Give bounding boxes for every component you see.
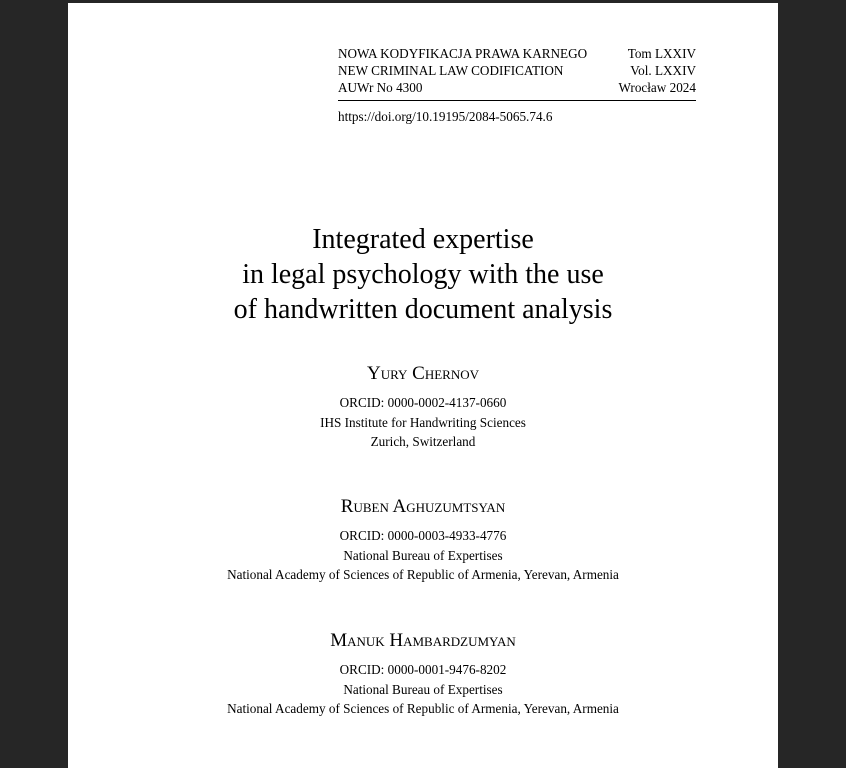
author-affiliation: National Academy of Sciences of Republic of Armenia, Yerevan, Armenia — [227, 567, 619, 582]
title-line: Integrated expertise — [312, 224, 534, 255]
author-info — [68, 393, 778, 452]
document-page — [68, 3, 778, 768]
author-orcid: ORCID: 0000-0002-4137-0660 — [339, 395, 507, 410]
author-name: Manuk Hambardzumyan — [330, 630, 516, 651]
author-affiliation: IHS Institute for Handwriting Sciences — [320, 414, 526, 430]
title-line: in legal psychology with the use — [242, 259, 604, 290]
volume-polish: Tom LXXIV — [627, 46, 696, 61]
title-line: of handwritten document analysis — [233, 294, 613, 325]
journal-header — [338, 45, 696, 96]
author-info — [68, 660, 778, 719]
author-affiliation: National Academy of Sciences of Republic of Armenia, Yerevan, Armenia — [227, 701, 619, 716]
doi-link[interactable]: https://doi.org/10.19195/2084-5065.74.6 — [338, 109, 553, 124]
volume-english: Vol. LXXIV — [630, 63, 696, 78]
author-orcid: ORCID: 0000-0001-9476-8202 — [339, 662, 507, 677]
author-block — [68, 495, 778, 585]
author-block — [68, 629, 778, 719]
author-affiliation: National Bureau of Expertises — [343, 681, 503, 697]
author-info — [68, 526, 778, 585]
journal-name-english: NEW CRIMINAL LAW CODIFICATION — [338, 63, 564, 78]
header-row — [338, 79, 696, 96]
author-affiliation: National Bureau of Expertises — [343, 547, 503, 563]
place-year: Wrocław 2024 — [618, 80, 696, 95]
article-title — [68, 222, 778, 327]
header-divider — [338, 100, 696, 101]
author-block — [68, 362, 778, 452]
author-orcid: ORCID: 0000-0003-4933-4776 — [339, 528, 507, 543]
author-name: Ruben Aghuzumtsyan — [340, 496, 506, 517]
header-row — [338, 45, 696, 62]
author-name: Yury Chernov — [366, 363, 480, 384]
header-row — [338, 62, 696, 79]
journal-name-polish: NOWA KODYFIKACJA PRAWA KARNEGO — [338, 46, 588, 61]
publication-number: AUWr No 4300 — [338, 80, 423, 95]
author-affiliation: Zurich, Switzerland — [370, 434, 476, 449]
